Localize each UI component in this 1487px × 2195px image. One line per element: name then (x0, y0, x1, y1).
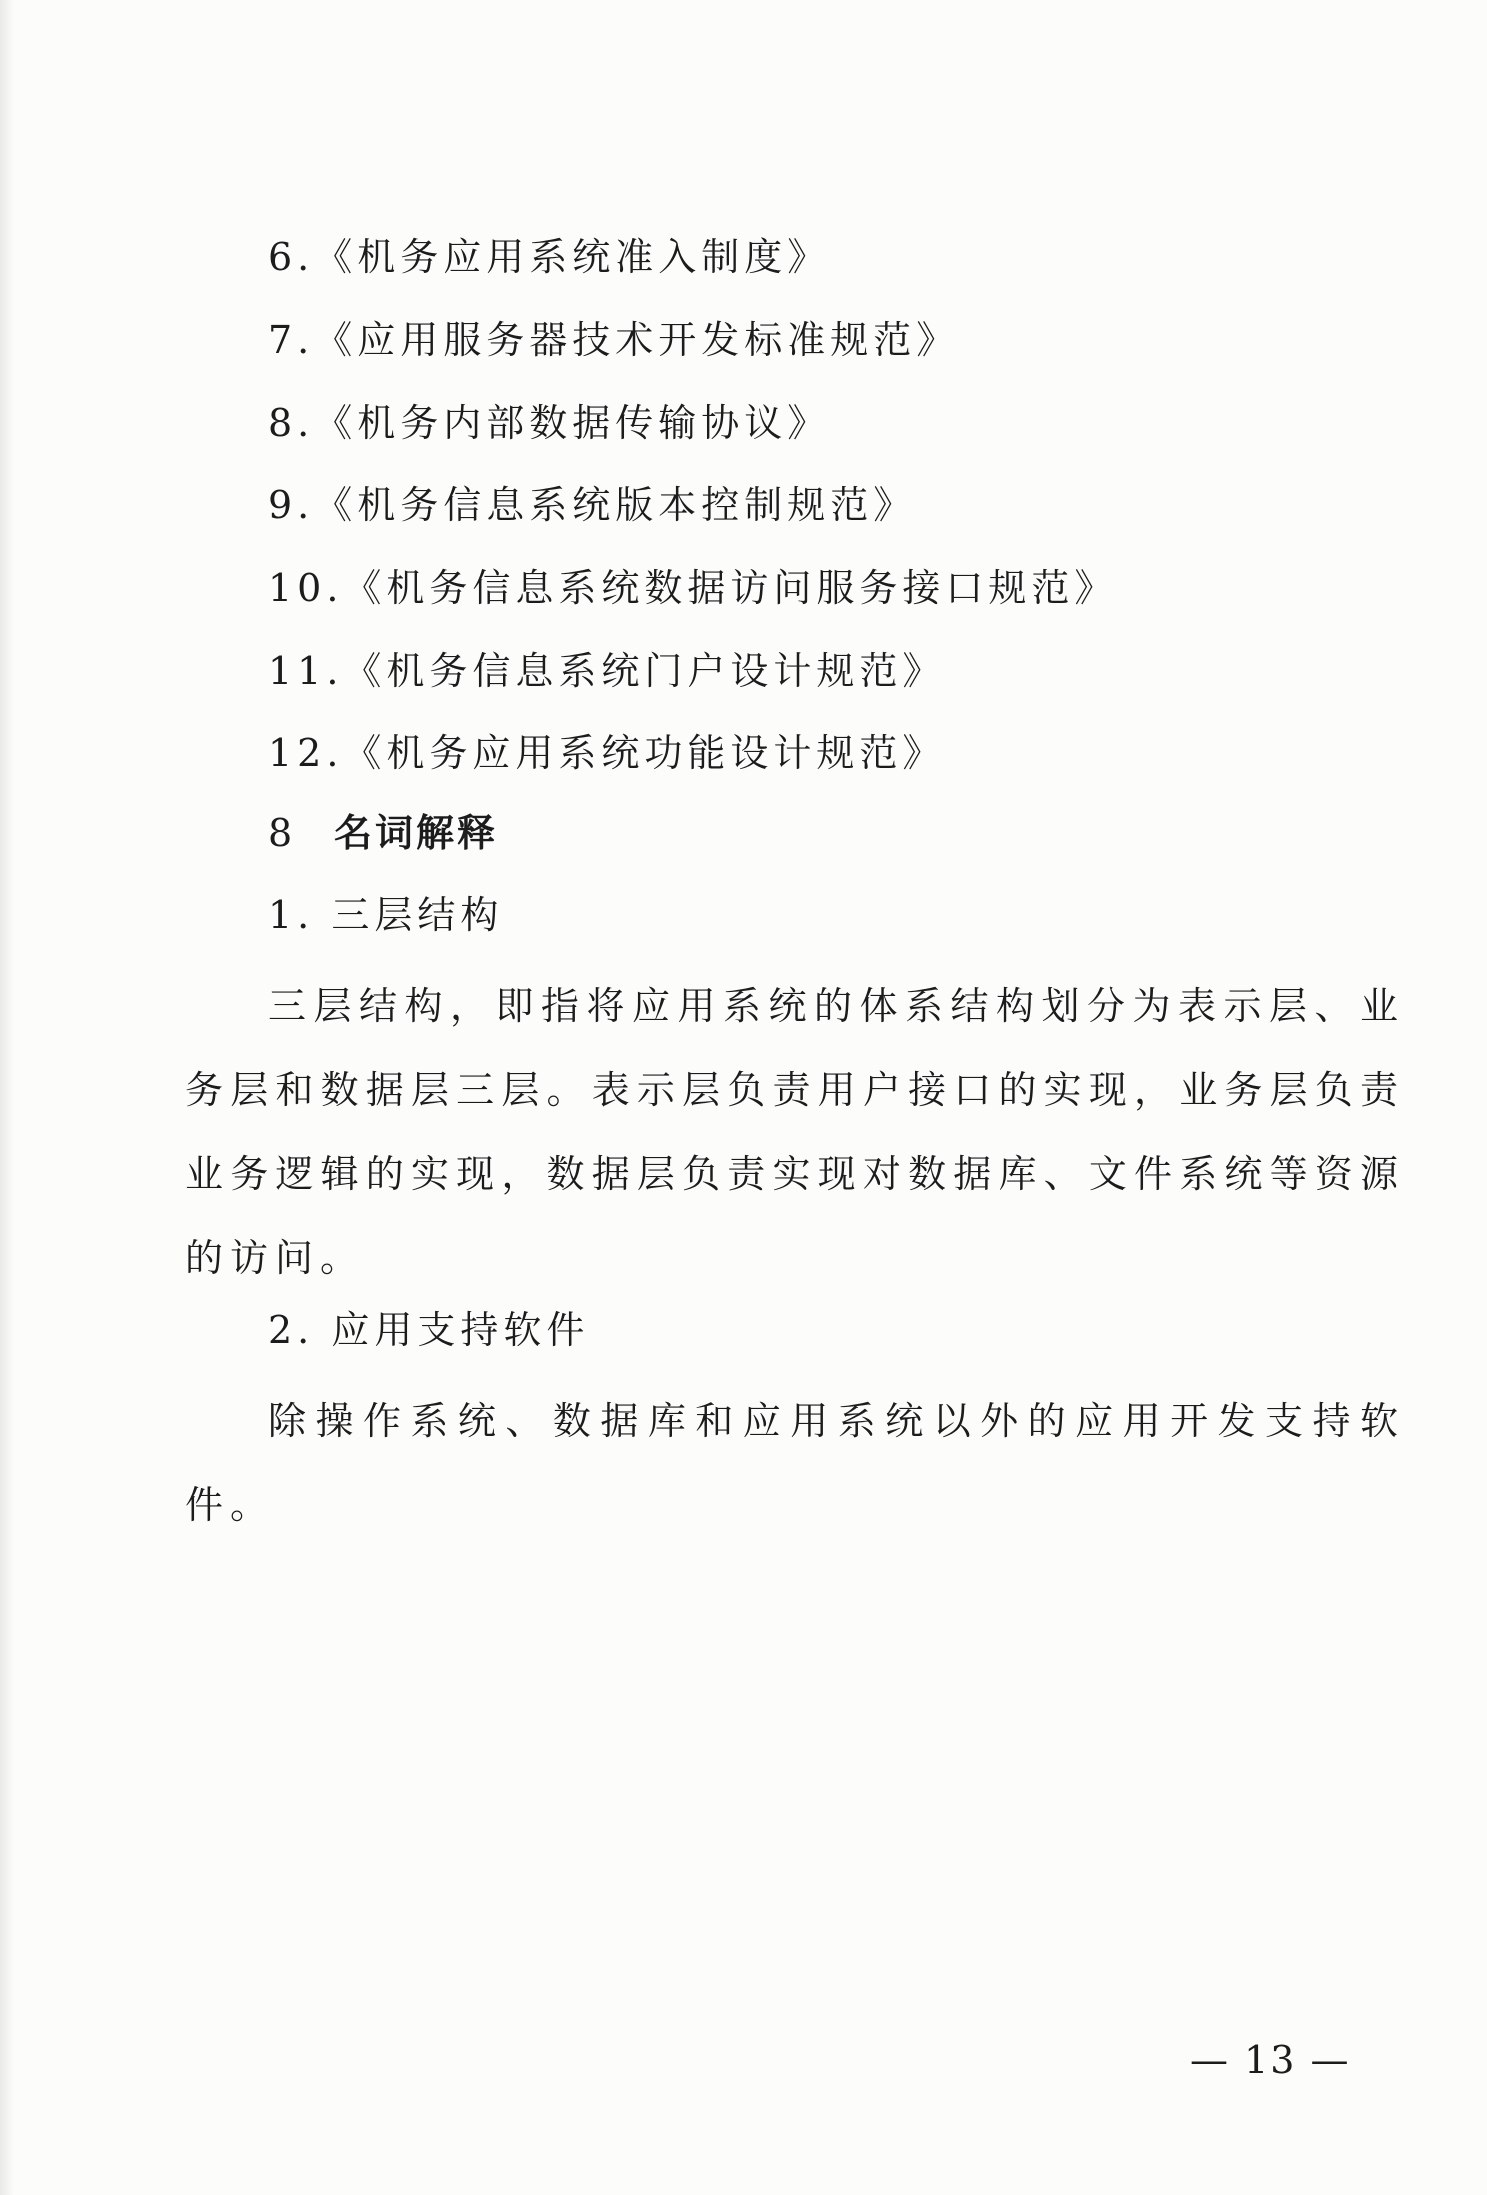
reference-item-11: 11.《机务信息系统门户设计规范》 (268, 649, 946, 693)
reference-item-6: 6.《机务应用系统准入制度》 (268, 235, 831, 279)
section-title: 名词解释 (334, 811, 499, 855)
term-definition-three-tier: 三层结构，即指将应用系统的体系结构划分为表示层、业务层和数据层三层。表示层负责用户接口的实现，业务层负责业务逻辑的实现，数据层负责实现对数据库、文件系统等资源的访问。 (185, 984, 1405, 1280)
term-heading-three-tier: 1. 三层结构 (268, 893, 504, 937)
term-definition-support-software: 除操作系统、数据库和应用系统以外的应用开发支持软件。 (185, 1399, 1405, 1527)
reference-item-7: 7.《应用服务器技术开发标准规范》 (268, 318, 960, 362)
reference-item-10: 10.《机务信息系统数据访问服务接口规范》 (268, 566, 1118, 610)
page-number: — 13 — (1190, 2038, 1351, 2082)
reference-item-12: 12.《机务应用系统功能设计规范》 (268, 731, 946, 775)
term-heading-support-software: 2. 应用支持软件 (268, 1308, 590, 1352)
reference-item-9: 9.《机务信息系统版本控制规范》 (268, 483, 917, 527)
reference-item-8: 8.《机务内部数据传输协议》 (268, 401, 831, 445)
scan-shadow (0, 0, 14, 2195)
section-heading (268, 808, 498, 858)
section-number: 8 (268, 811, 296, 855)
